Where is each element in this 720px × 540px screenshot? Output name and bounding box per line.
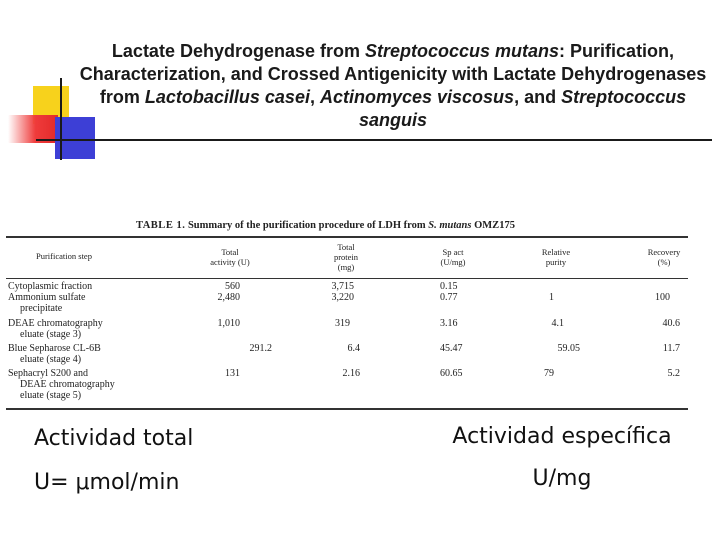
table-cell-protein: 3,220 bbox=[331, 292, 354, 303]
header-total-protein: Total protein (mg) bbox=[333, 242, 359, 272]
table-row-step: Cytoplasmic fraction bbox=[8, 281, 93, 292]
table-cell-spact: 45.47 bbox=[440, 343, 463, 354]
table-cell-spact: 0.15 bbox=[440, 281, 458, 292]
table-cell-protein: 2.16 bbox=[342, 368, 360, 379]
vertical-rule bbox=[60, 78, 62, 160]
table-header-rule bbox=[6, 278, 688, 279]
table-caption: TABLE 1. Summary of the purification procedure of LDH from S. mutans OMZ175 bbox=[136, 220, 515, 231]
table-cell-spact: 60.65 bbox=[440, 368, 463, 379]
horizontal-rule bbox=[36, 139, 712, 141]
table-cell-recovery: 40.6 bbox=[662, 318, 680, 329]
table-row-step: Sephacryl S200 and DEAE chromatography eluate (stage 5) bbox=[8, 368, 115, 401]
table-cell-purity: 79 bbox=[544, 368, 554, 379]
table-cell-spact: 3.16 bbox=[440, 318, 458, 329]
header-recovery: Recovery (%) bbox=[647, 247, 681, 267]
table-cell-protein: 3,715 bbox=[331, 281, 354, 292]
table-cell-protein: 319 bbox=[335, 318, 350, 329]
table-cell-protein: 6.4 bbox=[347, 343, 360, 354]
table-top-rule bbox=[6, 236, 688, 238]
table-cell-activity: 2,480 bbox=[217, 292, 240, 303]
table-row-step: Ammonium sulfate precipitate bbox=[8, 292, 86, 314]
header-sp-act: Sp act (U/mg) bbox=[440, 247, 466, 267]
table-cell-purity: 59.05 bbox=[557, 343, 580, 354]
note-total-activity: Actividad total bbox=[34, 426, 194, 451]
note-specific-activity: Actividad específica bbox=[452, 424, 672, 449]
table-cell-recovery: 100 bbox=[655, 292, 670, 303]
table-cell-activity: 291.2 bbox=[249, 343, 272, 354]
table-cell-purity: 1 bbox=[549, 292, 554, 303]
table-row-step: Blue Sepharose CL-6B eluate (stage 4) bbox=[8, 343, 101, 365]
paper-title: Lactate Dehydrogenase from Streptococcus mutans: Purification, Characterization, and Crossed Antigenicity with Lactate Dehydrogenases from Lactobacillus casei, Actinomyces viscosus, and Streptococcus sanguis bbox=[79, 41, 707, 130]
table-cell-activity: 131 bbox=[225, 368, 240, 379]
note-unit-definition: U= μmol/min bbox=[34, 470, 180, 495]
table-cell-recovery: 11.7 bbox=[662, 343, 680, 354]
table-row-step: DEAE chromatography eluate (stage 3) bbox=[8, 318, 103, 340]
table-bottom-rule bbox=[6, 408, 688, 410]
header-purification-step: Purification step bbox=[36, 251, 92, 261]
table-cell-recovery: 5.2 bbox=[667, 368, 680, 379]
header-relative-purity: Relative purity bbox=[541, 247, 571, 267]
table-cell-spact: 0.77 bbox=[440, 292, 458, 303]
header-total-activity: Total activity (U) bbox=[210, 247, 250, 267]
table-cell-purity: 4.1 bbox=[551, 318, 564, 329]
table-cell-activity: 1,010 bbox=[217, 318, 240, 329]
table-cell-activity: 560 bbox=[225, 281, 240, 292]
note-specific-unit: U/mg bbox=[532, 466, 592, 491]
